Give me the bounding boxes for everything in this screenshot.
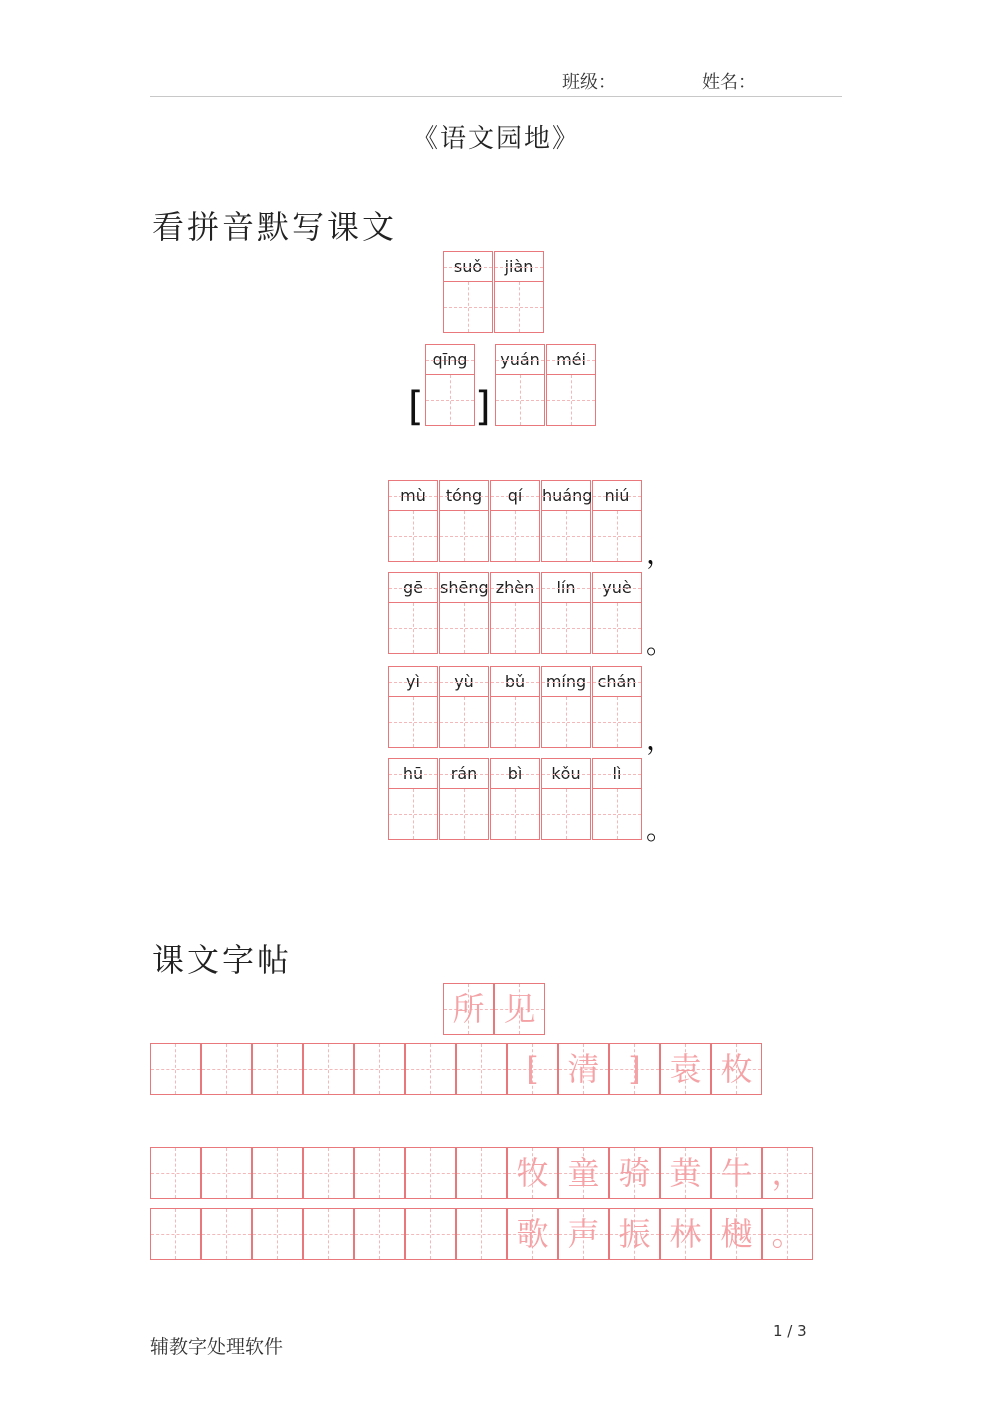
guide-line-vertical [413,697,414,747]
writing-box[interactable] [593,789,641,839]
writing-box[interactable] [491,603,539,653]
pinyin-syllable: jiàn [495,252,543,282]
name-label: 姓名： [702,72,756,93]
trace-character: 声 [567,1215,600,1253]
writing-box[interactable] [495,282,543,332]
line-pinyin-cell[interactable] [592,666,642,748]
copy-box[interactable] [201,1147,252,1199]
copy-box[interactable] [660,1043,711,1095]
guide-line-vertical [464,511,465,561]
writing-box[interactable] [389,697,437,747]
line-pinyin-cell[interactable] [388,758,438,840]
writing-box[interactable] [440,789,488,839]
copy-box[interactable] [494,983,545,1035]
trace-character [457,1044,506,1094]
guide-line-vertical [617,697,618,747]
pinyin-syllable: yuán [496,345,544,375]
pinyin-syllable: niú [593,481,641,511]
writing-box[interactable] [547,375,595,425]
pinyin-syllable: yì [389,667,437,697]
copy-box[interactable] [609,1043,660,1095]
trace-character [457,1148,506,1198]
trace-character: 樾 [720,1215,753,1253]
copy-box[interactable] [507,1208,558,1260]
pinyin-syllable: zhèn [491,573,539,603]
class-label: 班级： [562,72,616,93]
guide-line-vertical [566,511,567,561]
pinyin-guide-line [593,682,641,683]
trace-character [406,1148,455,1198]
pinyin-syllable: gē [389,573,437,603]
pinyin-syllable: qīng [426,345,474,375]
bracket-close: ] [475,384,491,430]
writing-box[interactable] [389,511,437,561]
pinyin-guide-line [542,496,590,497]
trace-character: 所 [452,990,485,1028]
copy-box[interactable] [303,1208,354,1260]
author-pinyin-cell[interactable] [546,344,596,426]
guide-line-vertical [515,789,516,839]
guide-line-vertical [413,603,414,653]
guide-line-vertical [464,697,465,747]
trace-character [406,1044,455,1094]
guide-line-vertical [413,789,414,839]
trace-character: 枚 [720,1050,753,1088]
pinyin-guide-line [440,682,488,683]
trace-character: 袁 [669,1050,702,1088]
line-pinyin-cell[interactable] [490,480,540,562]
pinyin-syllable: kǒu [542,759,590,789]
copy-box[interactable] [201,1043,252,1095]
trace-character: 牛 [720,1154,753,1192]
pinyin-guide-line [496,360,544,361]
header-divider [150,96,842,97]
title-pinyin-cell[interactable] [443,251,493,333]
copy-box[interactable] [558,1147,609,1199]
trace-character: [ [526,1050,539,1088]
writing-box[interactable] [491,789,539,839]
pinyin-guide-line [440,496,488,497]
copy-box[interactable] [456,1147,507,1199]
trace-character [355,1044,404,1094]
pinyin-guide-line [491,774,539,775]
line-pinyin-cell[interactable] [439,480,489,562]
guide-line-vertical [519,282,520,332]
pinyin-guide-line [440,774,488,775]
page-number: 1 / 3 [773,1322,807,1340]
pinyin-syllable: chán [593,667,641,697]
pinyin-guide-line [495,267,543,268]
trace-character: 清 [567,1050,600,1088]
copy-box[interactable] [303,1147,354,1199]
guide-line-vertical [566,603,567,653]
copy-box[interactable] [201,1208,252,1260]
writing-box[interactable] [542,697,590,747]
copy-box[interactable] [405,1043,456,1095]
line-pinyin-cell[interactable] [439,572,489,654]
copy-box[interactable] [252,1043,303,1095]
writing-box[interactable] [426,375,474,425]
trace-character [355,1148,404,1198]
copy-box[interactable] [711,1147,762,1199]
pinyin-syllable: suǒ [444,252,492,282]
period-mark: 。 [646,813,675,846]
trace-character [202,1044,251,1094]
pinyin-syllable: rán [440,759,488,789]
copy-box[interactable] [762,1147,813,1199]
copy-box[interactable] [507,1043,558,1095]
line-pinyin-cell[interactable] [541,758,591,840]
guide-line-vertical [566,697,567,747]
guide-line-vertical [566,789,567,839]
bracket-open: [ [408,384,424,430]
trace-character [253,1148,302,1198]
pinyin-syllable: yuè [593,573,641,603]
pinyin-syllable: hū [389,759,437,789]
copy-box[interactable] [660,1208,711,1260]
line-pinyin-cell[interactable] [388,666,438,748]
writing-box[interactable] [440,603,488,653]
writing-box[interactable] [444,282,492,332]
guide-line-vertical [464,603,465,653]
line-pinyin-cell[interactable] [541,480,591,562]
line-pinyin-cell[interactable] [439,666,489,748]
trace-character: 振 [618,1215,651,1253]
line-pinyin-cell[interactable] [592,572,642,654]
line-pinyin-cell[interactable] [592,480,642,562]
section-title-pinyin: 看拼音默写课文 [152,208,398,246]
writing-box[interactable] [593,603,641,653]
dynasty-pinyin-cell[interactable] [425,344,475,426]
copy-box[interactable] [252,1147,303,1199]
pinyin-syllable: méi [547,345,595,375]
writing-box[interactable] [389,603,437,653]
trace-character: 。 [771,1215,804,1253]
author-pinyin-cell[interactable] [495,344,545,426]
footer-software: 辅教字处理软件 [150,1336,284,1358]
copy-box[interactable] [303,1043,354,1095]
copy-box[interactable] [150,1043,201,1095]
pinyin-guide-line [444,267,492,268]
guide-line-vertical [468,282,469,332]
line-pinyin-cell[interactable] [490,758,540,840]
copy-box[interactable] [558,1208,609,1260]
pinyin-guide-line [389,496,437,497]
pinyin-guide-line [491,496,539,497]
line-pinyin-cell[interactable] [541,572,591,654]
copy-box[interactable] [711,1043,762,1095]
copy-box[interactable] [405,1208,456,1260]
trace-character [151,1148,200,1198]
pinyin-syllable: huáng [542,481,590,511]
line-pinyin-cell[interactable] [490,572,540,654]
pinyin-guide-line [593,774,641,775]
copy-box[interactable] [150,1147,201,1199]
writing-box[interactable] [440,697,488,747]
trace-character [151,1209,200,1259]
pinyin-guide-line [491,588,539,589]
writing-box[interactable] [491,697,539,747]
line-pinyin-cell[interactable] [592,758,642,840]
trace-character: 牧 [516,1154,549,1192]
copy-box[interactable] [150,1208,201,1260]
document-title: 《语文园地》 [411,124,580,154]
trace-character: ] [628,1050,641,1088]
trace-character: ， [771,1154,804,1192]
period-mark: 。 [646,627,675,660]
pinyin-guide-line [389,774,437,775]
trace-character [406,1209,455,1259]
writing-box[interactable] [491,511,539,561]
writing-box[interactable] [542,603,590,653]
pinyin-syllable: mù [389,481,437,511]
writing-box[interactable] [593,697,641,747]
copy-box[interactable] [354,1208,405,1260]
writing-box[interactable] [593,511,641,561]
guide-line-vertical [413,511,414,561]
trace-character [253,1044,302,1094]
trace-character [304,1044,353,1094]
guide-line-vertical [617,603,618,653]
guide-line-vertical [520,375,521,425]
pinyin-syllable: míng [542,667,590,697]
pinyin-guide-line [593,588,641,589]
guide-line-vertical [515,603,516,653]
trace-character: 童 [567,1154,600,1192]
pinyin-guide-line [547,360,595,361]
pinyin-guide-line [491,682,539,683]
trace-character [253,1209,302,1259]
guide-line-vertical [464,789,465,839]
pinyin-guide-line [389,682,437,683]
pinyin-syllable: lín [542,573,590,603]
trace-character [457,1209,506,1259]
copy-box[interactable] [609,1147,660,1199]
trace-character [304,1148,353,1198]
trace-character: 黄 [669,1154,702,1192]
pinyin-guide-line [542,682,590,683]
line-pinyin-cell[interactable] [541,666,591,748]
line-pinyin-cell[interactable] [439,758,489,840]
copy-box[interactable] [456,1043,507,1095]
pinyin-syllable: lì [593,759,641,789]
copy-box[interactable] [762,1208,813,1260]
trace-character [151,1044,200,1094]
guide-line-vertical [617,511,618,561]
pinyin-guide-line [542,774,590,775]
guide-line-vertical [571,375,572,425]
copy-box[interactable] [609,1208,660,1260]
copy-box[interactable] [711,1208,762,1260]
copy-box[interactable] [354,1147,405,1199]
pinyin-syllable: qí [491,481,539,511]
writing-box[interactable] [496,375,544,425]
line-pinyin-cell[interactable] [490,666,540,748]
line-pinyin-cell[interactable] [388,572,438,654]
pinyin-syllable: shēng [440,573,488,603]
line-pinyin-cell[interactable] [388,480,438,562]
copy-box[interactable] [443,983,494,1035]
copy-box[interactable] [354,1043,405,1095]
trace-character [304,1209,353,1259]
title-pinyin-cell[interactable] [494,251,544,333]
trace-character [202,1148,251,1198]
pinyin-guide-line [440,588,488,589]
pinyin-guide-line [426,360,474,361]
pinyin-guide-line [593,496,641,497]
writing-box[interactable] [542,511,590,561]
copy-box[interactable] [456,1208,507,1260]
pinyin-syllable: tóng [440,481,488,511]
trace-character: 骑 [618,1154,651,1192]
guide-line-vertical [515,511,516,561]
copy-box[interactable] [558,1043,609,1095]
pinyin-syllable: yù [440,667,488,697]
pinyin-guide-line [389,588,437,589]
trace-character: 见 [503,990,536,1028]
trace-character [202,1209,251,1259]
trace-character: 林 [669,1215,702,1253]
writing-box[interactable] [440,511,488,561]
pinyin-syllable: bǔ [491,667,539,697]
pinyin-syllable: bì [491,759,539,789]
copy-box[interactable] [252,1208,303,1260]
guide-line-vertical [617,789,618,839]
trace-character: 歌 [516,1215,549,1253]
comma-mark: ， [646,537,675,570]
writing-box[interactable] [389,789,437,839]
trace-character [355,1209,404,1259]
copy-box[interactable] [507,1147,558,1199]
guide-line-vertical [515,697,516,747]
writing-box[interactable] [542,789,590,839]
copy-box[interactable] [405,1147,456,1199]
copy-box[interactable] [660,1147,711,1199]
guide-line-vertical [450,375,451,425]
section-title-copybook: 课文字帖 [152,941,293,979]
comma-mark: ， [646,723,675,756]
pinyin-guide-line [542,588,590,589]
